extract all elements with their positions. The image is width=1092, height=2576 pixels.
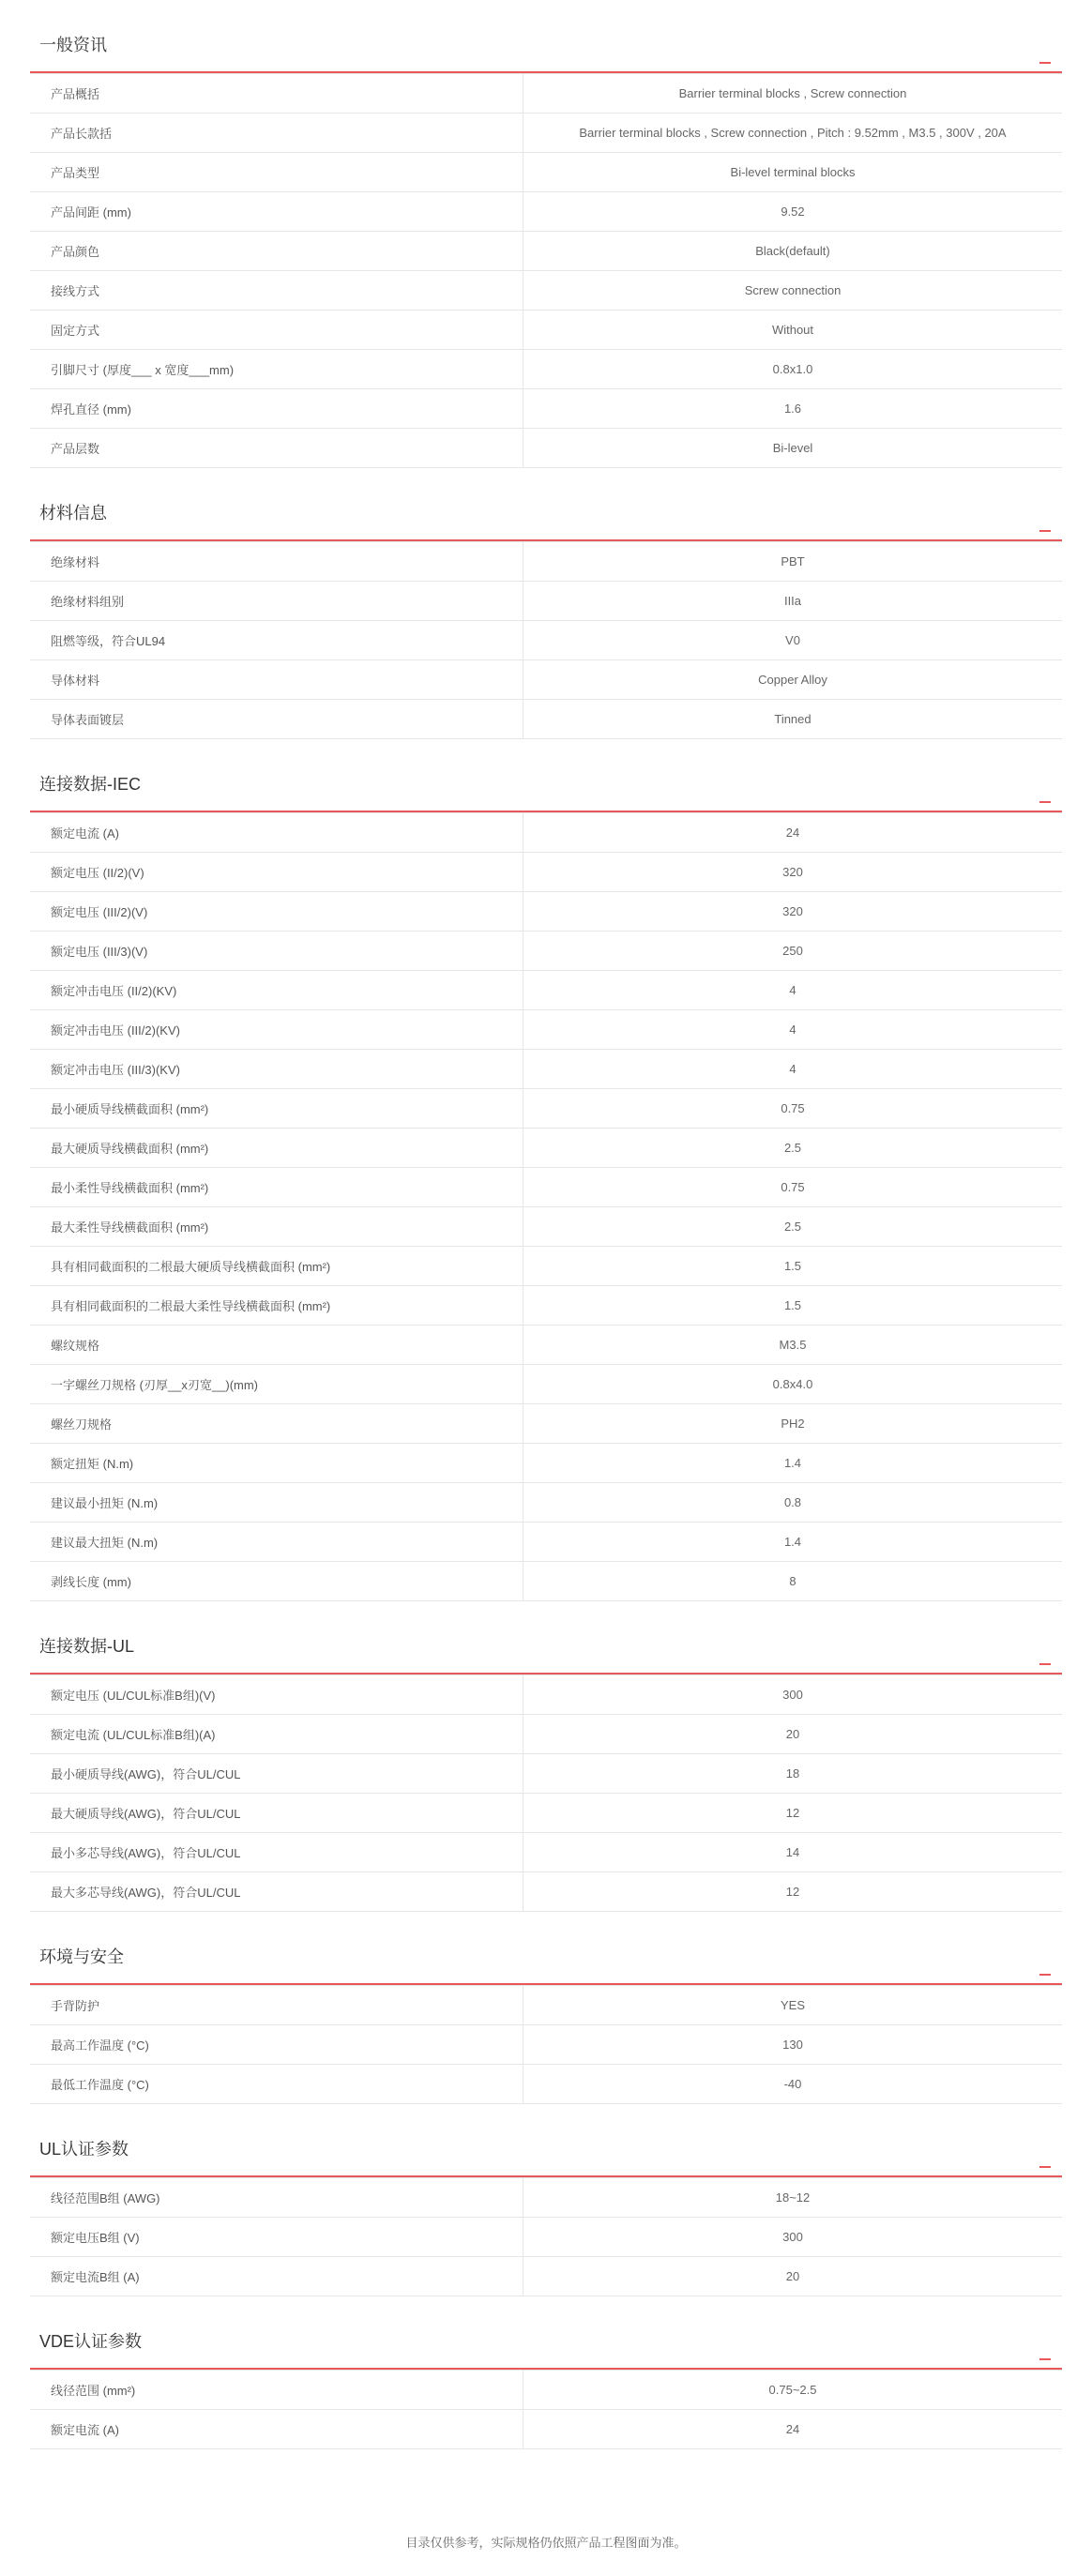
spec-value: 0.8x1.0 xyxy=(772,362,813,376)
spec-label: 产品层数 xyxy=(30,429,523,467)
spec-value: Bi-level xyxy=(772,441,813,455)
collapse-icon[interactable] xyxy=(1039,801,1051,803)
spec-section xyxy=(30,739,1062,1601)
table-row xyxy=(30,621,1062,660)
spec-value: 0.75 xyxy=(781,1101,805,1115)
spec-value: 18~12 xyxy=(775,2190,811,2205)
spec-label: 剥线长度 (mm) xyxy=(30,1562,523,1600)
spec-label: 最小柔性导线横截面积 (mm²) xyxy=(30,1168,523,1206)
table-row xyxy=(30,1286,1062,1326)
spec-value: 4 xyxy=(789,983,796,997)
spec-label: 产品概括 xyxy=(30,74,523,113)
spec-label: 额定电压B组 (V) xyxy=(30,2218,523,2256)
spec-label: 额定电流 (A) xyxy=(30,2410,523,2448)
spec-value: 0.8x4.0 xyxy=(772,1377,813,1391)
table-row xyxy=(30,541,1062,582)
spec-label: 额定电压 (III/3)(V) xyxy=(30,932,523,970)
spec-value: 0.75~2.5 xyxy=(768,2383,817,2397)
spec-value: Black(default) xyxy=(755,244,830,258)
spec-label: 额定电压 (III/2)(V) xyxy=(30,892,523,931)
spec-value: 20 xyxy=(785,1727,800,1741)
spec-label: 产品长款括 xyxy=(30,114,523,152)
table-row xyxy=(30,271,1062,311)
table-row xyxy=(30,389,1062,429)
section-title: 材料信息 xyxy=(39,504,107,523)
table-row xyxy=(30,114,1062,153)
spec-value: 300 xyxy=(782,1688,803,1702)
spec-container xyxy=(30,0,1062,2449)
spec-value: PBT xyxy=(781,554,805,568)
table-row xyxy=(30,1872,1062,1912)
table-row xyxy=(30,2177,1062,2218)
spec-value: Without xyxy=(771,323,814,337)
spec-value: 4 xyxy=(789,1062,796,1076)
table-row xyxy=(30,1523,1062,1562)
table-row xyxy=(30,311,1062,350)
spec-value: YES xyxy=(780,1998,805,2012)
table-row xyxy=(30,700,1062,739)
table-row xyxy=(30,892,1062,932)
spec-value: 2.5 xyxy=(783,1220,802,1234)
section-header xyxy=(30,2104,1062,2177)
table-row xyxy=(30,2410,1062,2449)
spec-value: 130 xyxy=(782,2038,803,2052)
table-row xyxy=(30,1715,1062,1754)
spec-value: PH2 xyxy=(781,1417,805,1431)
spec-label: 阻燃等级，符合UL94 xyxy=(30,621,523,659)
spec-value: 1.6 xyxy=(783,402,802,416)
table-row xyxy=(30,1794,1062,1833)
spec-label: 手背防护 xyxy=(30,1986,523,2024)
spec-label: 最小硬质导线(AWG)，符合UL/CUL xyxy=(30,1754,523,1793)
table-row xyxy=(30,2370,1062,2410)
spec-value: 320 xyxy=(782,904,803,918)
spec-value: Tinned xyxy=(774,712,811,726)
table-row xyxy=(30,1674,1062,1715)
collapse-icon[interactable] xyxy=(1039,2358,1051,2360)
spec-label: 额定电流B组 (A) xyxy=(30,2257,523,2296)
spec-value: 1.5 xyxy=(783,1298,802,1312)
section-title: UL认证参数 xyxy=(39,2140,129,2159)
spec-value: V0 xyxy=(785,633,800,647)
table-row xyxy=(30,153,1062,192)
spec-value: 300 xyxy=(782,2230,803,2244)
spec-value: 250 xyxy=(782,944,803,958)
section-title: 环境与安全 xyxy=(39,1947,124,1966)
spec-table xyxy=(30,812,1062,1601)
table-row xyxy=(30,932,1062,971)
spec-label: 额定冲击电压 (III/3)(KV) xyxy=(30,1050,523,1088)
table-row xyxy=(30,2065,1062,2104)
spec-value: 1.5 xyxy=(783,1259,802,1273)
table-row xyxy=(30,429,1062,468)
table-row xyxy=(30,1833,1062,1872)
spec-value: 1.4 xyxy=(783,1535,802,1549)
spec-label: 导体表面镀层 xyxy=(30,700,523,738)
spec-label: 额定冲击电压 (II/2)(KV) xyxy=(30,971,523,1009)
section-title: VDE认证参数 xyxy=(39,2332,143,2351)
collapse-icon[interactable] xyxy=(1039,530,1051,532)
spec-label: 额定电压 (UL/CUL标准B组)(V) xyxy=(30,1675,523,1714)
spec-label: 最小多芯导线(AWG)，符合UL/CUL xyxy=(30,1833,523,1871)
spec-table xyxy=(30,1985,1062,2104)
table-row xyxy=(30,192,1062,232)
table-row xyxy=(30,1247,1062,1286)
spec-value: IIIa xyxy=(783,594,802,608)
spec-value: 0.75 xyxy=(781,1180,805,1194)
spec-label: 具有相同截面积的二根最大硬质导线横截面积 (mm²) xyxy=(30,1247,523,1285)
section-title: 一般资讯 xyxy=(39,36,107,54)
spec-value: 12 xyxy=(785,1806,800,1820)
table-row xyxy=(30,2025,1062,2065)
spec-table xyxy=(30,2177,1062,2296)
spec-value: 12 xyxy=(785,1885,800,1899)
spec-value: Bi-level terminal blocks xyxy=(730,165,856,179)
spec-table xyxy=(30,73,1062,468)
table-row xyxy=(30,582,1062,621)
collapse-icon[interactable] xyxy=(1039,1974,1051,1976)
spec-label: 最大硬质导线(AWG)，符合UL/CUL xyxy=(30,1794,523,1832)
table-row xyxy=(30,2257,1062,2296)
spec-label: 产品颜色 xyxy=(30,232,523,270)
spec-section xyxy=(30,1601,1062,1912)
table-row xyxy=(30,232,1062,271)
section-header xyxy=(30,1601,1062,1674)
spec-label: 一字螺丝刀规格 (刃厚__x刃宽__)(mm) xyxy=(30,1365,523,1403)
spec-value: 20 xyxy=(785,2269,800,2283)
section-header xyxy=(30,468,1062,541)
table-row xyxy=(30,1207,1062,1247)
spec-value: Barrier terminal blocks , Screw connection xyxy=(678,86,907,100)
spec-label: 建议最大扭矩 (N.m) xyxy=(30,1523,523,1561)
collapse-icon[interactable] xyxy=(1039,1663,1051,1665)
table-row xyxy=(30,660,1062,700)
spec-label: 导体材料 xyxy=(30,660,523,699)
spec-label: 线径范围B组 (AWG) xyxy=(30,2178,523,2217)
spec-value: Barrier terminal blocks , Screw connection , Pitch : 9.52mm , M3.5 , 300V , 20A xyxy=(579,126,1007,140)
spec-value: 8 xyxy=(789,1574,796,1588)
table-row xyxy=(30,1483,1062,1523)
table-row xyxy=(30,1168,1062,1207)
spec-label: 绝缘材料组别 xyxy=(30,582,523,620)
spec-table xyxy=(30,2370,1062,2449)
table-row xyxy=(30,1365,1062,1404)
collapse-icon[interactable] xyxy=(1039,62,1051,64)
collapse-icon[interactable] xyxy=(1039,2166,1051,2168)
spec-label: 引脚尺寸 (厚度___ x 宽度___mm) xyxy=(30,350,523,388)
section-title: 连接数据-UL xyxy=(39,1637,135,1656)
spec-value: -40 xyxy=(783,2077,802,2091)
spec-label: 产品间距 (mm) xyxy=(30,192,523,231)
spec-label: 具有相同截面积的二根最大柔性导线横截面积 (mm²) xyxy=(30,1286,523,1325)
spec-label: 额定冲击电压 (III/2)(KV) xyxy=(30,1010,523,1049)
table-row xyxy=(30,1010,1062,1050)
spec-value: Screw connection xyxy=(744,283,842,297)
spec-label: 最小硬质导线横截面积 (mm²) xyxy=(30,1089,523,1128)
spec-label: 最高工作温度 (°C) xyxy=(30,2025,523,2064)
spec-value: 9.52 xyxy=(781,205,805,219)
table-row xyxy=(30,1326,1062,1365)
spec-label: 额定电压 (II/2)(V) xyxy=(30,853,523,891)
section-header xyxy=(30,2296,1062,2370)
table-row xyxy=(30,73,1062,114)
section-header xyxy=(30,0,1062,73)
spec-table xyxy=(30,1674,1062,1912)
table-row xyxy=(30,1404,1062,1444)
spec-label: 最大硬质导线横截面积 (mm²) xyxy=(30,1129,523,1167)
table-row xyxy=(30,1754,1062,1794)
spec-label: 固定方式 xyxy=(30,311,523,349)
spec-label: 建议最小扭矩 (N.m) xyxy=(30,1483,523,1522)
table-row xyxy=(30,1444,1062,1483)
spec-section xyxy=(30,2296,1062,2449)
spec-section xyxy=(30,0,1062,468)
spec-label: 额定电流 (UL/CUL标准B组)(A) xyxy=(30,1715,523,1753)
table-row xyxy=(30,1050,1062,1089)
spec-value: M3.5 xyxy=(779,1338,807,1352)
spec-label: 最低工作温度 (°C) xyxy=(30,2065,523,2103)
spec-label: 接线方式 xyxy=(30,271,523,310)
spec-label: 绝缘材料 xyxy=(30,542,523,581)
table-row xyxy=(30,350,1062,389)
spec-value: Copper Alloy xyxy=(758,673,827,687)
spec-label: 最大多芯导线(AWG)，符合UL/CUL xyxy=(30,1872,523,1911)
spec-label: 螺纹规格 xyxy=(30,1326,523,1364)
spec-value: 1.4 xyxy=(783,1456,802,1470)
spec-value: 24 xyxy=(785,2422,800,2436)
spec-label: 额定电流 (A) xyxy=(30,813,523,852)
spec-value: 18 xyxy=(785,1766,800,1780)
spec-section xyxy=(30,2104,1062,2296)
spec-section xyxy=(30,1912,1062,2104)
table-row xyxy=(30,971,1062,1010)
table-row xyxy=(30,1562,1062,1601)
spec-value: 0.8 xyxy=(783,1495,802,1509)
section-header xyxy=(30,1912,1062,1985)
table-row xyxy=(30,812,1062,853)
spec-value: 24 xyxy=(785,826,800,840)
table-row xyxy=(30,1089,1062,1129)
spec-value: 320 xyxy=(782,865,803,879)
section-header xyxy=(30,739,1062,812)
spec-value: 14 xyxy=(785,1845,800,1859)
spec-label: 线径范围 (mm²) xyxy=(30,2371,523,2409)
spec-value: 2.5 xyxy=(783,1141,802,1155)
section-title: 连接数据-IEC xyxy=(39,775,141,794)
spec-value: 4 xyxy=(789,1023,796,1037)
spec-label: 螺丝刀规格 xyxy=(30,1404,523,1443)
table-row xyxy=(30,1129,1062,1168)
table-row xyxy=(30,2218,1062,2257)
spec-label: 焊孔直径 (mm) xyxy=(30,389,523,428)
spec-table xyxy=(30,541,1062,739)
spec-label: 额定扭矩 (N.m) xyxy=(30,1444,523,1482)
spec-section xyxy=(30,468,1062,739)
table-row xyxy=(30,1985,1062,2025)
spec-label: 最大柔性导线横截面积 (mm²) xyxy=(30,1207,523,1246)
spec-label: 产品类型 xyxy=(30,153,523,191)
table-row xyxy=(30,853,1062,892)
footer-note: 目录仅供参考，实际规格仍依照产品工程图面为准。 xyxy=(405,2536,687,2550)
